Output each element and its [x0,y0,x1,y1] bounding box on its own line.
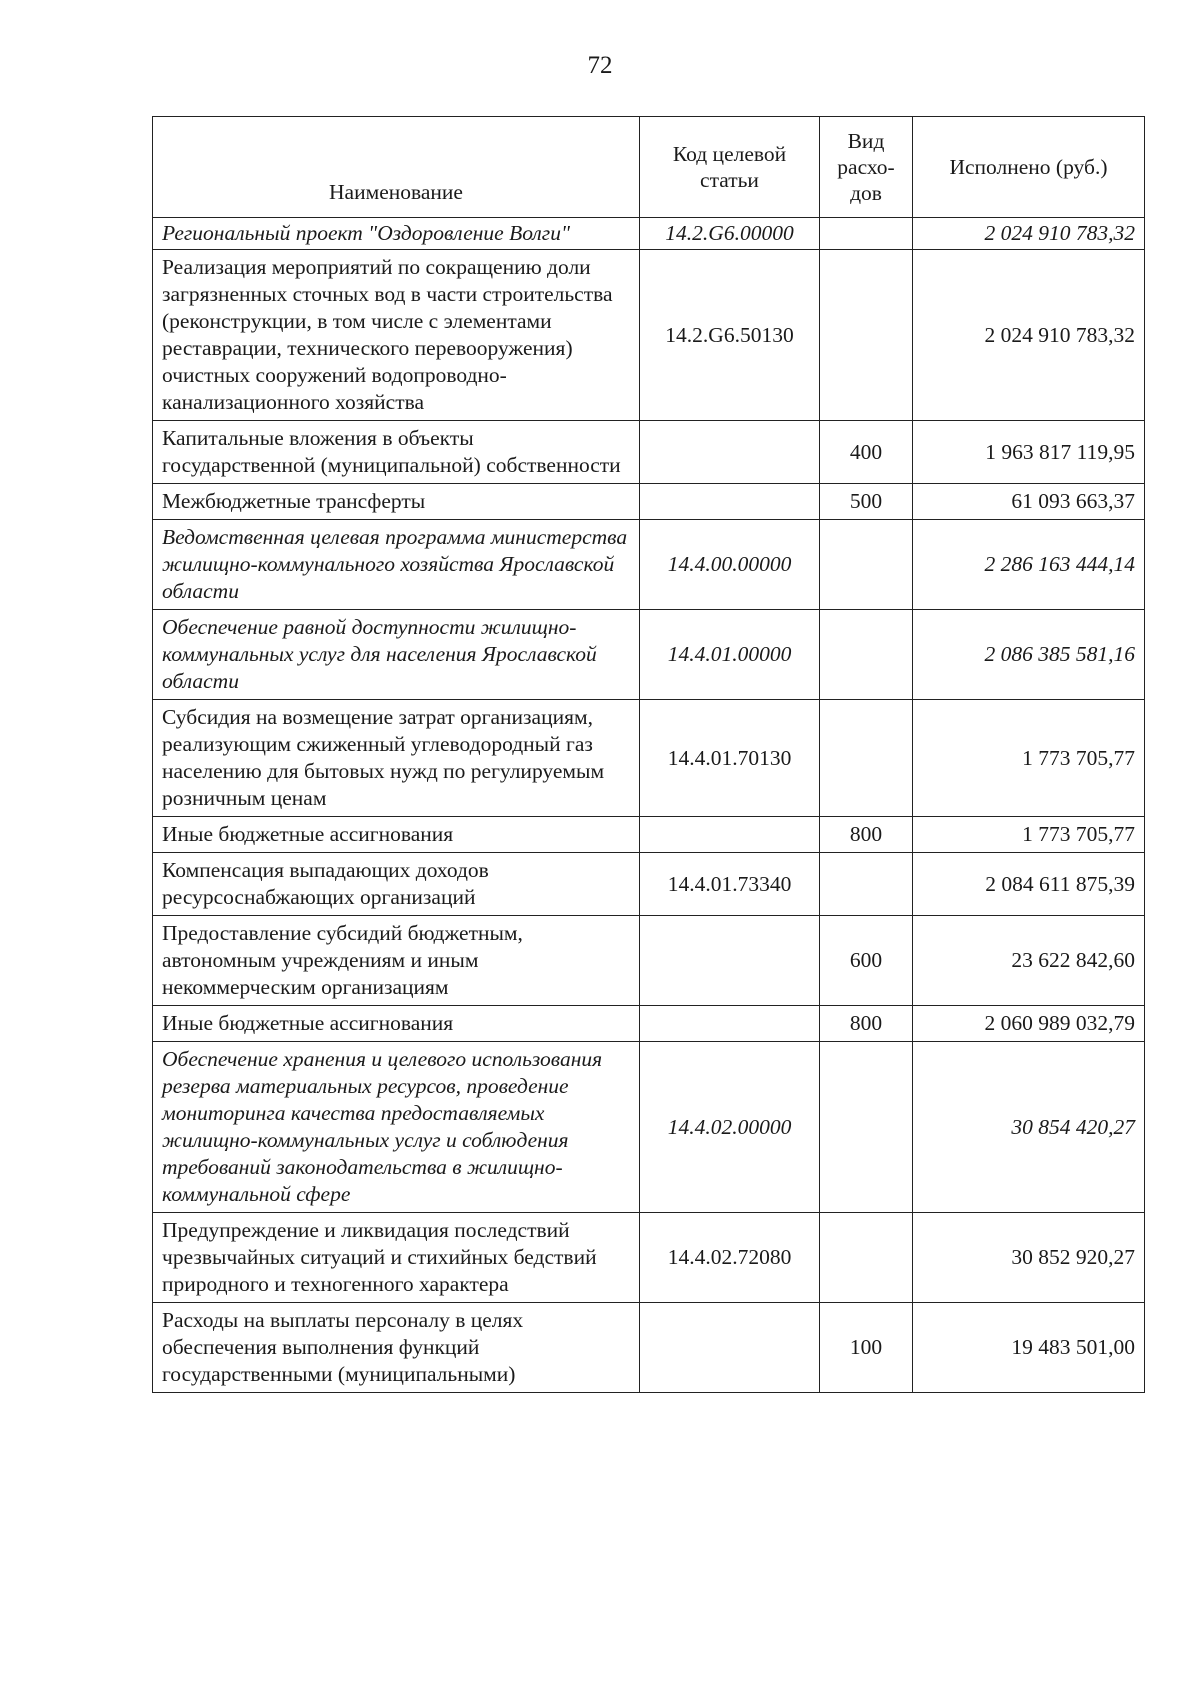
row-code: 14.4.01.00000 [640,610,820,700]
table-row [153,817,1145,853]
header-type: Вид расхо-дов [820,117,913,218]
row-sum: 2 084 611 875,39 [913,853,1145,916]
row-code: 14.2.G6.00000 [640,218,820,250]
row-type [820,610,913,700]
table-row [153,250,1145,421]
table-row [153,853,1145,916]
row-type [820,250,913,421]
row-name: Иные бюджетные ассигнования [153,1006,640,1042]
table-header-row [153,117,1145,218]
row-code [640,1303,820,1393]
row-code: 14.4.01.73340 [640,853,820,916]
row-sum: 30 852 920,27 [913,1213,1145,1303]
row-name: Расходы на выплаты персоналу в целях обеспечения выполнения функций государственными (муниципальными) [153,1303,640,1393]
row-type [820,1213,913,1303]
table-row [153,916,1145,1006]
row-type [820,218,913,250]
row-sum: 2 060 989 032,79 [913,1006,1145,1042]
header-sum: Исполнено (руб.) [913,117,1145,218]
table-row [153,421,1145,484]
row-type: 100 [820,1303,913,1393]
row-type: 800 [820,1006,913,1042]
row-sum: 1 773 705,77 [913,817,1145,853]
row-name: Компенсация выпадающих доходов ресурсоснабжающих организаций [153,853,640,916]
row-sum: 2 024 910 783,32 [913,250,1145,421]
row-name: Ведомственная целевая программа министерства жилищно-коммунального хозяйства Ярославской области [153,520,640,610]
budget-execution-table [152,116,1145,1393]
row-type: 800 [820,817,913,853]
table-row [153,218,1145,250]
row-sum: 2 286 163 444,14 [913,520,1145,610]
row-type [820,1042,913,1213]
row-sum: 30 854 420,27 [913,1042,1145,1213]
row-sum: 61 093 663,37 [913,484,1145,520]
table-row [153,1303,1145,1393]
row-type [820,853,913,916]
row-name: Межбюджетные трансферты [153,484,640,520]
row-code: 14.4.00.00000 [640,520,820,610]
table-row [153,1006,1145,1042]
row-name: Иные бюджетные ассигнования [153,817,640,853]
row-sum: 19 483 501,00 [913,1303,1145,1393]
table-row [153,1042,1145,1213]
table-row [153,610,1145,700]
row-code: 14.4.02.00000 [640,1042,820,1213]
table-row [153,520,1145,610]
row-name: Капитальные вложения в объекты государственной (муниципальной) собственности [153,421,640,484]
row-code [640,916,820,1006]
row-code [640,817,820,853]
header-code: Код целевой статьи [640,117,820,218]
row-type: 600 [820,916,913,1006]
row-type: 400 [820,421,913,484]
table-row [153,700,1145,817]
table-row [153,1213,1145,1303]
row-name: Предоставление субсидий бюджетным, автономным учреждениям и иным некоммерческим организациям [153,916,640,1006]
table-row [153,484,1145,520]
page-number: 72 [587,52,613,79]
row-sum: 1 773 705,77 [913,700,1145,817]
row-name: Реализация мероприятий по сокращению доли загрязненных сточных вод в части строительства (реконструкции, в том числе с элементами реставрации, технического перевооружения) очистных сооружений водопроводно-канализационного хозяйства [153,250,640,421]
row-name: Обеспечение хранения и целевого использования резерва материальных ресурсов, проведение мониторинга качества предоставляемых жилищно-коммунальных услуг и соблюдения требований законодательства в жилищно-коммунальной сфере [153,1042,640,1213]
row-name: Региональный проект "Оздоровление Волги" [153,218,640,250]
row-type [820,520,913,610]
row-code [640,421,820,484]
row-sum: 2 024 910 783,32 [913,218,1145,250]
row-sum: 1 963 817 119,95 [913,421,1145,484]
row-code: 14.2.G6.50130 [640,250,820,421]
row-code [640,1006,820,1042]
row-name: Предупреждение и ликвидация последствий чрезвычайных ситуаций и стихийных бедствий природного и техногенного характера [153,1213,640,1303]
row-name: Субсидия на возмещение затрат организациям, реализующим сжиженный углеводородный газ населению для бытовых нужд по регулируемым розничным ценам [153,700,640,817]
row-code [640,484,820,520]
row-name: Обеспечение равной доступности жилищно-коммунальных услуг для населения Ярославской области [153,610,640,700]
row-type [820,700,913,817]
row-code: 14.4.01.70130 [640,700,820,817]
header-name: Наименование [153,117,640,218]
row-sum: 23 622 842,60 [913,916,1145,1006]
row-code: 14.4.02.72080 [640,1213,820,1303]
row-type: 500 [820,484,913,520]
row-sum: 2 086 385 581,16 [913,610,1145,700]
